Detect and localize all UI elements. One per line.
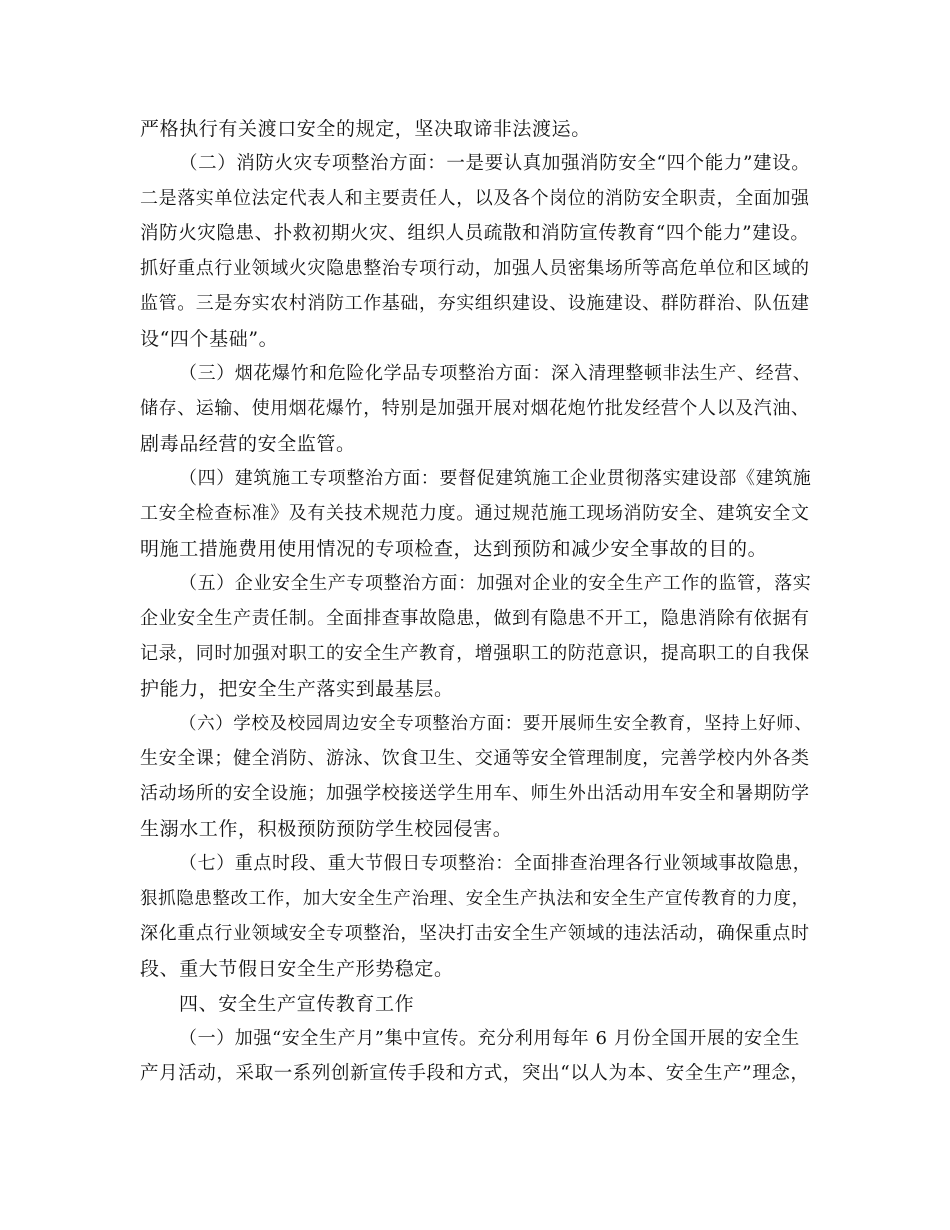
text-line: 产月活动，采取一系列创新宣传手段和方式，突出“以人为本、安全生产”理念， xyxy=(140,1063,810,1084)
text-line: 工安全检查标准》及有关技术规范力度。通过规范施工现场消防安全、建筑安全文 xyxy=(140,503,810,524)
section-heading: 四、安全生产宣传教育工作 xyxy=(179,993,415,1015)
text-line: （一）加强“安全生产月”集中宣传。充分利用每年 6 月份全国开展的安全生 xyxy=(179,1028,800,1049)
text-line: （三）烟花爆竹和危险化学品专项整治方面：深入清理整顿非法生产、经营、 xyxy=(179,363,812,384)
text-line: 明施工措施费用使用情况的专项检查，达到预防和减少安全事故的目的。 xyxy=(140,538,768,560)
text-line: 护能力，把安全生产落实到最基层。 xyxy=(140,678,454,700)
text-line: 段、重大节假日安全生产形势稳定。 xyxy=(140,958,454,980)
text-line: （五）企业安全生产专项整治方面：加强对企业的安全生产工作的监管，落实 xyxy=(179,573,812,594)
text-line: 生安全课；健全消防、游泳、饮食卫生、交通等安全管理制度，完善学校内外各类 xyxy=(140,748,810,769)
text-line: （四）建筑施工专项整治方面：要督促建筑施工企业贯彻落实建设部《建筑施 xyxy=(179,468,812,489)
text-line: 生溺水工作，积极预防预防学生校园侵害。 xyxy=(140,818,513,840)
text-line: 企业安全生产责任制。全面排查事故隐患，做到有隐患不开工，隐患消除有依据有 xyxy=(140,608,810,629)
text-line: 活动场所的安全设施；加强学校接送学生用车、师生外出活动用车安全和暑期防学 xyxy=(140,783,810,804)
text-line: 剧毒品经营的安全监管。 xyxy=(140,433,356,455)
text-line: 储存、运输、使用烟花爆竹，特别是加强开展对烟花炮竹批发经营个人以及汽油、 xyxy=(140,398,810,419)
text-line: （二）消防火灾专项整治方面：一是要认真加强消防安全“四个能力”建设。 xyxy=(179,153,811,174)
text-line: （七）重点时段、重大节假日专项整治：全面排查治理各行业领域事故隐患， xyxy=(179,853,812,874)
text-line: 消防火灾隐患、扑救初期火灾、组织人员疏散和消防宣传教育“四个能力”建设。 xyxy=(140,223,810,244)
text-line: 深化重点行业领域安全专项整治，坚决打击安全生产领域的违法活动，确保重点时 xyxy=(140,923,810,944)
text-line: 监管。三是夯实农村消防工作基础，夯实组织建设、设施建设、群防群治、队伍建 xyxy=(140,293,810,314)
text-line: 设“四个基础”。 xyxy=(140,328,279,350)
text-line: 二是落实单位法定代表人和主要责任人，以及各个岗位的消防安全职责，全面加强 xyxy=(140,188,810,209)
text-line: 严格执行有关渡口安全的规定，坚决取谛非法渡运。 xyxy=(140,118,591,140)
text-line: 抓好重点行业领域火灾隐患整治专项行动，加强人员密集场所等高危单位和区域的 xyxy=(140,258,810,279)
text-line: 狠抓隐患整改工作，加大安全生产治理、安全生产执法和安全生产宣传教育的力度， xyxy=(140,889,810,909)
text-line: （六）学校及校园周边安全专项整治方面：要开展师生安全教育，坚持上好师、 xyxy=(179,714,813,734)
text-line: 记录，同时加强对职工的安全生产教育，增强职工的防范意识，提高职工的自我保 xyxy=(140,643,810,664)
